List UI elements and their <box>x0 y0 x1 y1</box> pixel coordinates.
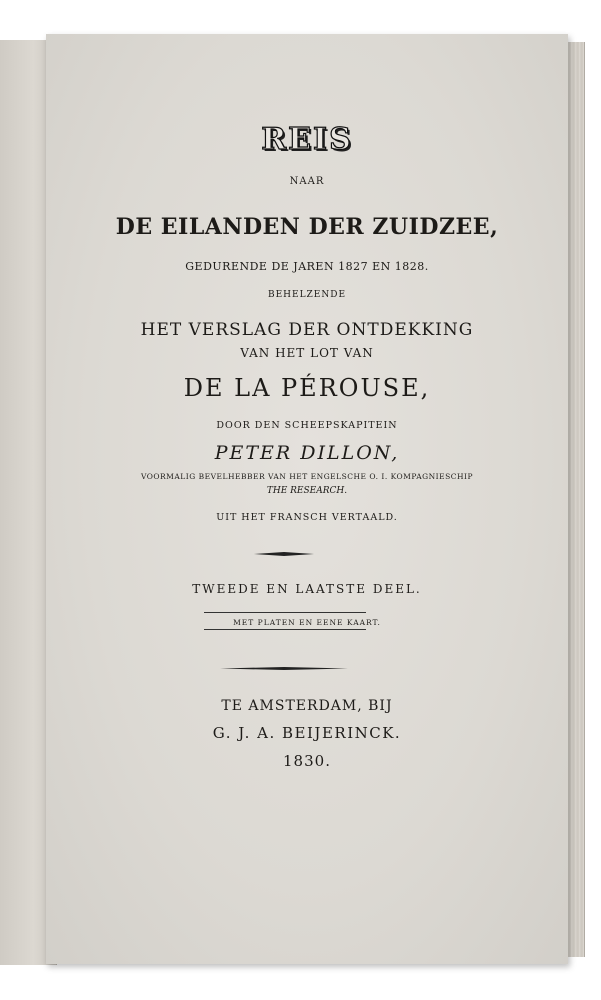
ornament-divider-bottom <box>220 667 348 670</box>
imprint-year: 1830. <box>283 752 331 770</box>
title-report: HET VERSLAG DER ONTDEKKING <box>140 320 474 340</box>
title-period: GEDURENDE DE JAREN 1827 EN 1828. <box>185 260 429 273</box>
plates-note: MET PLATEN EN EENE KAART. <box>233 618 381 627</box>
translation-note: UIT HET FRANSCH VERTAALD. <box>216 512 398 523</box>
title-reis: REIS <box>261 122 353 157</box>
author-role: VOORMALIG BEVELHEBBER VAN HET ENGELSCHE O. I. KOMPAGNIESCHIP <box>140 472 474 481</box>
title-behelzende: BEHELZENDE <box>267 290 347 300</box>
volume-label: TWEEDE EN LAATSTE DEEL. <box>192 582 422 596</box>
title-fate: VAN HET LOT VAN <box>240 346 374 360</box>
rule-below-plates <box>204 629 366 630</box>
imprint-place: TE AMSTERDAM, BIJ <box>221 698 393 714</box>
title-page <box>46 34 568 964</box>
author-name: PETER DILLON, <box>214 442 400 464</box>
ship-name: THE RESEARCH. <box>266 486 348 496</box>
rule-above-plates <box>204 612 366 613</box>
title-destination: DE EILANDEN DER ZUIDZEE, <box>115 214 499 240</box>
title-naar: NAAR <box>289 176 325 187</box>
author-intro: DOOR DEN SCHEEPSKAPITEIN <box>216 420 398 431</box>
ornament-divider-top <box>254 552 314 556</box>
title-page-content <box>46 34 568 964</box>
imprint-publisher: G. J. A. BEIJERINCK. <box>212 724 402 742</box>
title-subject: DE LA PÉROUSE, <box>183 374 431 402</box>
